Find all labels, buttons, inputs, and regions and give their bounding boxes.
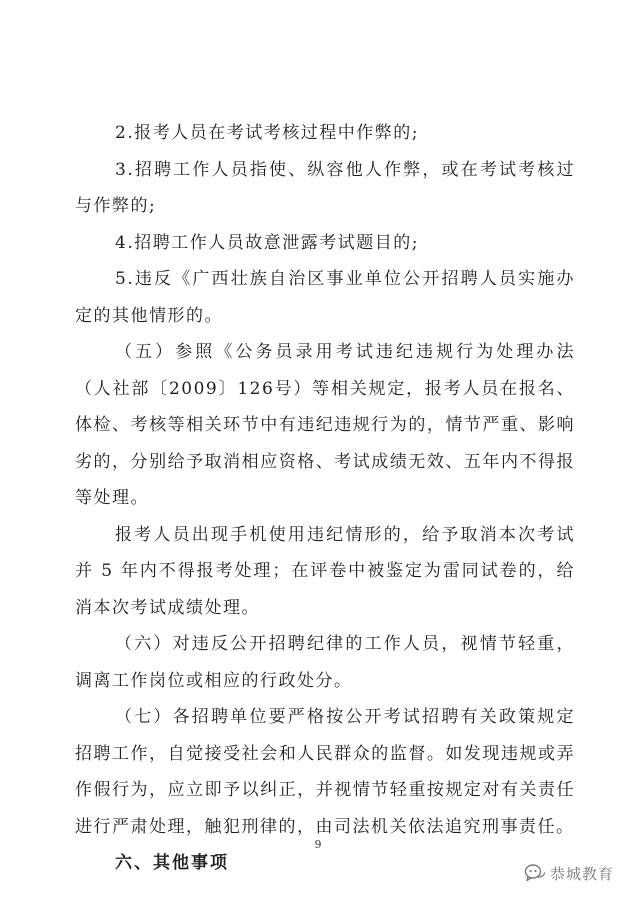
phone-rule-line-3: 消本次考试成绩处理。 xyxy=(75,598,260,618)
section-7-line-1: （七）各招聘单位要严格按公开考试招聘有关政策规定 xyxy=(115,707,575,727)
clause-3-line-1: 3.招聘工作人员指使、纵容他人作弊，或在考试考核过 xyxy=(115,160,575,180)
section-5-line-2: （人社部〔2009〕126号）等相关规定，报考人员在报名、 xyxy=(75,379,575,399)
phone-rule-line-1: 报考人员出现手机使用违纪情形的，给予取消本次考试 xyxy=(115,525,575,545)
clause-5-line-2: 定的其他情形的。 xyxy=(75,306,223,326)
wechat-official-account-icon xyxy=(524,863,546,883)
watermark xyxy=(524,862,614,884)
phone-rule-line-2: 并 5 年内不得报考处理；在评卷中被鉴定为雷同试卷的，给 xyxy=(75,561,575,581)
section-6-line-2: 调离工作岗位或相应的行政处分。 xyxy=(75,671,353,691)
clause-2-line: 2.报考人员在考试考核过程中作弊的; xyxy=(115,123,419,143)
section-5-line-1: （五）参照《公务员录用考试违纪违规行为处理办法 xyxy=(115,342,575,362)
watermark-account-name: 恭城教育 xyxy=(550,864,615,883)
clause-5-line-1: 5.违反《广西壮族自治区事业单位公开招聘人员实施办 xyxy=(115,269,575,289)
section-7-line-4: 进行严肃处理，触犯刑律的，由司法机关依法追究刑事责任。 xyxy=(75,817,575,837)
section-heading-other-matters: 六、其他事项 xyxy=(115,853,229,873)
section-5-line-5: 等处理。 xyxy=(75,488,149,508)
clause-4-line: 4.招聘工作人员故意泄露考试题目的; xyxy=(115,233,419,253)
page-number: 9 xyxy=(314,838,322,851)
section-5-line-3: 体检、考核等相关环节中有违纪违规行为的，情节严重、影响 xyxy=(75,415,575,435)
clause-3-line-2: 与作弊的; xyxy=(75,196,157,216)
section-6-line-1: （六）对违反公开招聘纪律的工作人员，视情节轻重， xyxy=(115,634,575,654)
section-5-line-4: 劣的，分别给予取消相应资格、考试成绩无效、五年内不得报 xyxy=(75,452,575,472)
section-7-line-2: 招聘工作，自觉接受社会和人民群众的监督。如发现违规或弄 xyxy=(75,744,575,764)
section-7-line-3: 作假行为，应立即予以纠正，并视情节轻重按规定对有关责任 xyxy=(75,780,575,800)
